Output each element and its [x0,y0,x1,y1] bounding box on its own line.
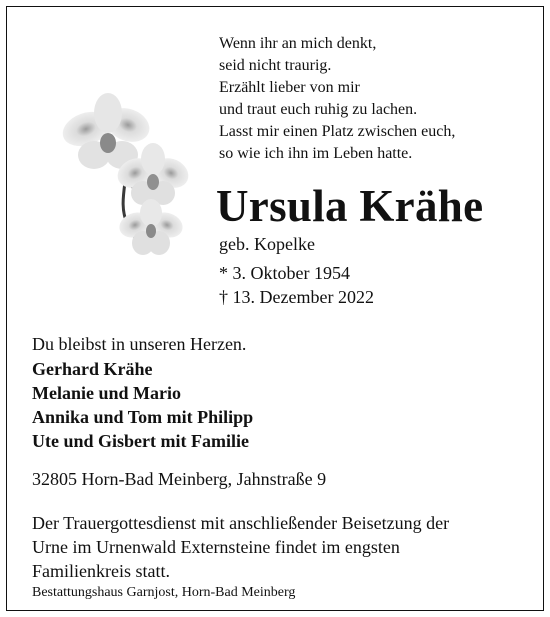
poem-line: seid nicht traurig. [219,57,332,74]
poem-line: Wenn ihr an mich denkt, [219,35,377,52]
poem-line: so wie ich ihn im Leben hatte. [219,145,413,162]
service-line: Familienkreis statt. [32,561,170,581]
funeral-home: Bestattungshaus Garnjost, Horn-Bad Meinberg [32,585,296,600]
farewell-line: Du bleibst in unseren Herzen. [32,334,247,354]
service-line: Der Trauergottesdienst mit anschließender Beisetzung der [32,513,450,533]
family-address: 32805 Horn-Bad Meinberg, Jahnstraße 9 [32,469,327,489]
maiden-name: geb. Kopelke [219,234,315,254]
poem-line: Erzählt lieber von mir [219,79,360,96]
mourner-name: Ute und Gisbert mit Familie [32,431,249,451]
mourners-list [32,357,253,453]
service-line: Urne im Urnenwald Externsteine findet im engsten [32,537,400,557]
service-info [32,511,532,583]
death-date: † 13. Dezember 2022 [219,287,374,307]
deceased-name: Ursula Krähe [216,181,484,231]
orchid-icon [53,87,203,262]
poem-line: und traut euch ruhig zu lachen. [219,101,418,118]
birth-date: * 3. Oktober 1954 [219,263,350,283]
poem [219,33,455,165]
poem-line: Lasst mir einen Platz zwischen euch, [219,123,456,140]
mourner-name: Annika und Tom mit Philipp [32,407,254,427]
obituary-notice [6,6,544,611]
mourner-name: Gerhard Krähe [32,359,153,379]
life-dates [219,261,374,309]
mourner-name: Melanie und Mario [32,383,181,403]
